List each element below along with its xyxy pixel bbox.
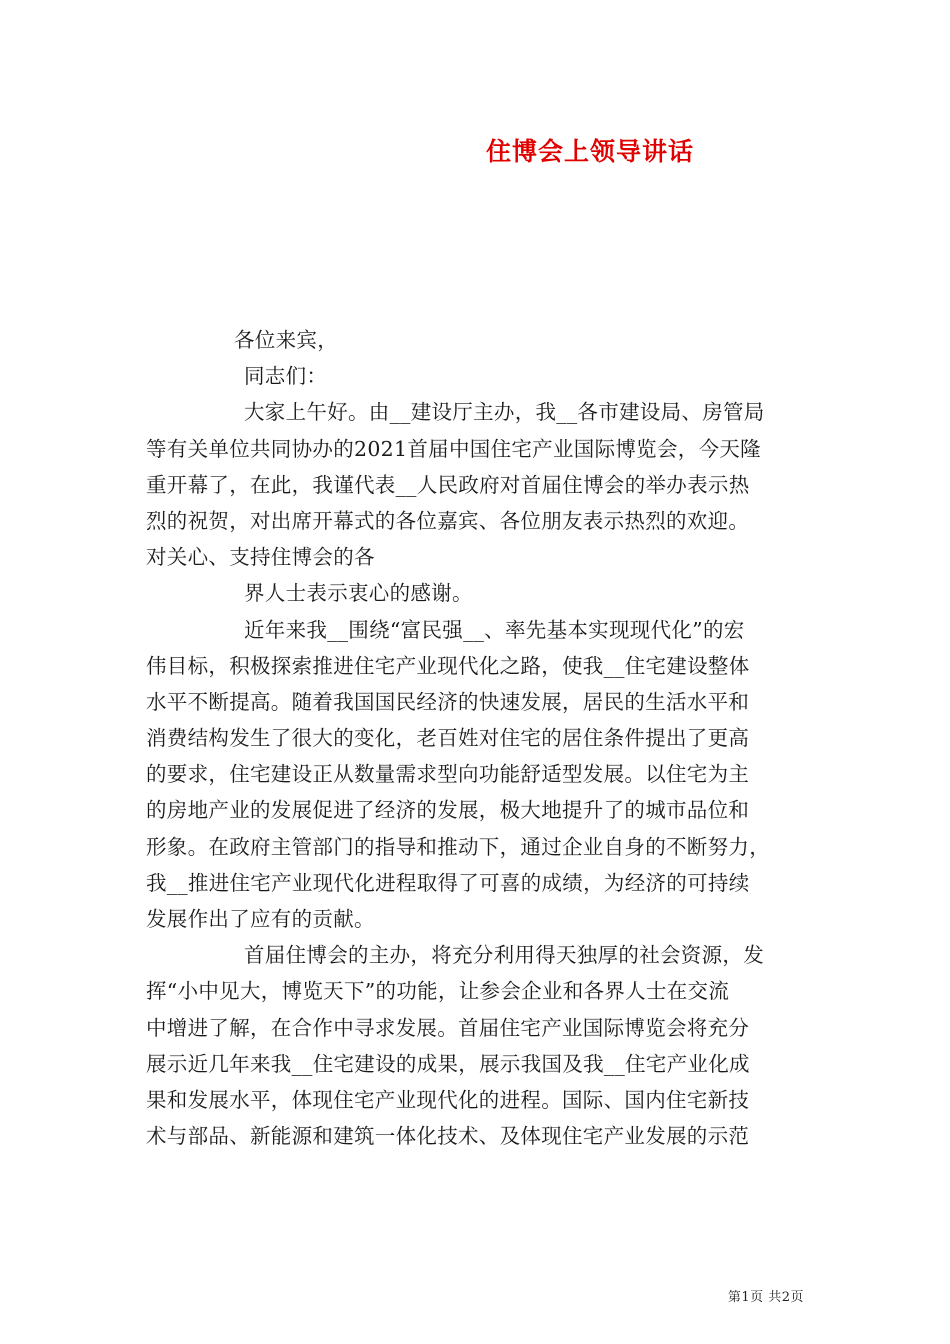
page-number-footer: 第1页 共2页 <box>727 1290 804 1305</box>
paragraph-line: 界人士表示衷心的感谢。 <box>244 581 473 606</box>
salutation-line: 同志们： <box>244 364 328 389</box>
paragraph-line: 形象。在政府主管部门的指导和推动下，通过企业自身的不断努力， <box>146 834 770 859</box>
paragraph-line: 水平不断提高。随着我国国民经济的快速发展，居民的生活水平和 <box>146 689 750 714</box>
paragraph-line: 展示近几年来我__住宅建设的成果，展示我国及我__住宅产业化成 <box>146 1051 750 1076</box>
document-body <box>146 322 811 1154</box>
paragraph-line: 烈的祝贺，对出席开幕式的各位嘉宾、各位朋友表示热烈的欢迎。 <box>146 508 750 533</box>
paragraph-line: 果和发展水平，体现住宅产业现代化的进程。国际、国内住宅新技 <box>146 1087 750 1112</box>
paragraph-line: 发展作出了应有的贡献。 <box>146 907 375 931</box>
paragraph-line: 伟目标，积极探索推进住宅产业现代化之路，使我__住宅建设整体 <box>146 653 750 678</box>
paragraph-line: 近年来我__围绕“富民强__、率先基本实现现代化”的宏 <box>244 617 745 642</box>
salutation-line: 各位来宾， <box>234 328 338 352</box>
paragraph-line: 首届住博会的主办，将充分利用得天独厚的社会资源，发 <box>244 943 764 968</box>
paragraph-line: 的要求，住宅建设正从数量需求型向功能舒适型发展。以住宅为主 <box>146 762 750 787</box>
paragraph-line: 大家上午好。由__建设厅主办，我__各市建设局、房管局 <box>244 400 765 425</box>
document-title: 住博会上领导讲话 <box>485 137 694 166</box>
paragraph-line: 等有关单位共同协办的2021首届中国住宅产业国际博览会，今天隆 <box>146 436 761 461</box>
paragraph-line: 术与部品、新能源和建筑一体化技术、及体现住宅产业发展的示范 <box>146 1124 750 1149</box>
paragraph-line: 对关心、支持住博会的各 <box>146 545 375 570</box>
paragraph-line: 中增进了解，在合作中寻求发展。首届住宅产业国际博览会将充分 <box>146 1015 750 1040</box>
paragraph-line: 挥“小中见大，博览天下”的功能，让参会企业和各界人士在交流 <box>146 979 730 1004</box>
paragraph-line: 的房地产业的发展促进了经济的发展，极大地提升了的城市品位和 <box>146 798 750 823</box>
paragraph-line: 我__推进住宅产业现代化进程取得了可喜的成绩，为经济的可持续 <box>146 870 750 895</box>
paragraph-line: 消费结构发生了很大的变化，老百姓对住宅的居住条件提出了更高 <box>146 726 750 751</box>
paragraph-line: 重开幕了，在此，我谨代表__人民政府对首届住博会的举办表示热 <box>146 472 750 497</box>
